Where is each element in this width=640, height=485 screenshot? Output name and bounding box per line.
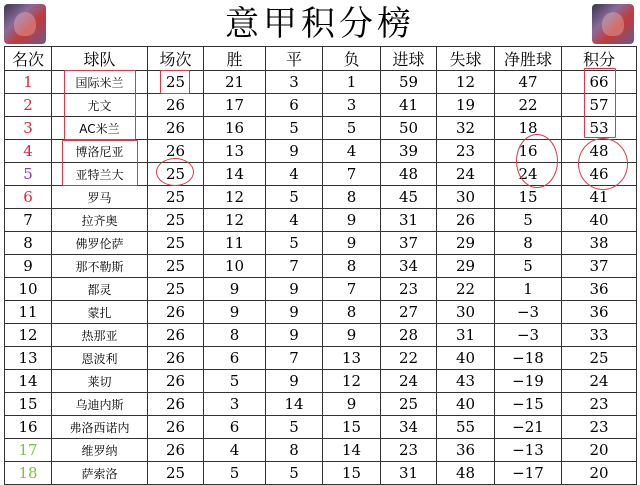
cell-losses: 9 [323, 209, 381, 232]
cell-draws: 9 [266, 278, 323, 301]
cell-goal-diff: −3 [495, 324, 562, 347]
cell-wins: 8 [204, 324, 266, 347]
cell-losses: 9 [323, 324, 381, 347]
cell-goal-diff: 8 [495, 232, 562, 255]
cell-goals-for: 31 [381, 462, 437, 485]
cell-team: 尤文 [52, 94, 148, 117]
table-row [5, 393, 637, 416]
cell-rank: 3 [5, 117, 52, 140]
cell-goals-for: 39 [381, 140, 437, 163]
cell-team: 博洛尼亚 [52, 140, 148, 163]
cell-goals-for: 50 [381, 117, 437, 140]
cell-points: 33 [562, 324, 637, 347]
cell-goals-for: 45 [381, 186, 437, 209]
cell-points: 23 [562, 393, 637, 416]
cell-goal-diff: 5 [495, 255, 562, 278]
cell-goals-for: 41 [381, 94, 437, 117]
cell-losses: 8 [323, 186, 381, 209]
table-row [5, 255, 637, 278]
cell-wins: 17 [204, 94, 266, 117]
cell-goal-diff: 18 [495, 117, 562, 140]
cell-draws: 3 [266, 71, 323, 94]
cell-losses: 9 [323, 393, 381, 416]
cell-losses: 1 [323, 71, 381, 94]
cell-draws: 8 [266, 439, 323, 462]
cell-goals-for: 24 [381, 370, 437, 393]
cell-draws: 9 [266, 370, 323, 393]
cell-draws: 4 [266, 163, 323, 186]
cell-goals-against: 24 [437, 163, 495, 186]
cell-rank: 18 [5, 462, 52, 485]
cell-draws: 6 [266, 94, 323, 117]
table-row [5, 186, 637, 209]
header-goals-against: 失球 [437, 47, 495, 71]
cell-rank: 15 [5, 393, 52, 416]
cell-goal-diff: −18 [495, 347, 562, 370]
cell-wins: 6 [204, 416, 266, 439]
cell-draws: 7 [266, 255, 323, 278]
cell-goals-for: 23 [381, 278, 437, 301]
cell-goals-against: 19 [437, 94, 495, 117]
cell-rank: 9 [5, 255, 52, 278]
cell-played: 26 [148, 347, 204, 370]
cell-team: 亚特兰大 [52, 163, 148, 186]
cell-goals-for: 48 [381, 163, 437, 186]
cell-losses: 7 [323, 278, 381, 301]
cell-losses: 13 [323, 347, 381, 370]
table-row [5, 140, 637, 163]
cell-goals-against: 32 [437, 117, 495, 140]
club-logo-right [592, 4, 634, 44]
cell-losses: 15 [323, 416, 381, 439]
cell-rank: 7 [5, 209, 52, 232]
cell-goals-for: 22 [381, 347, 437, 370]
cell-rank: 8 [5, 232, 52, 255]
cell-points: 53 [562, 117, 637, 140]
cell-played: 25 [148, 255, 204, 278]
cell-team: 都灵 [52, 278, 148, 301]
cell-team: 恩波利 [52, 347, 148, 370]
cell-rank: 17 [5, 439, 52, 462]
cell-goal-diff: 16 [495, 140, 562, 163]
header-wins: 胜 [204, 47, 266, 71]
cell-goals-against: 26 [437, 209, 495, 232]
cell-losses: 5 [323, 117, 381, 140]
table-row [5, 232, 637, 255]
cell-goals-for: 34 [381, 255, 437, 278]
cell-goals-against: 23 [437, 140, 495, 163]
cell-points: 40 [562, 209, 637, 232]
cell-draws: 9 [266, 324, 323, 347]
cell-points: 66 [562, 71, 637, 94]
header-points: 积分 [562, 47, 637, 71]
cell-draws: 14 [266, 393, 323, 416]
cell-draws: 5 [266, 462, 323, 485]
cell-goals-against: 43 [437, 370, 495, 393]
header-goals-for: 进球 [381, 47, 437, 71]
cell-wins: 9 [204, 278, 266, 301]
header-draws: 平 [266, 47, 323, 71]
table-row [5, 94, 637, 117]
cell-rank: 6 [5, 186, 52, 209]
cell-goal-diff: −3 [495, 301, 562, 324]
cell-team: 维罗纳 [52, 439, 148, 462]
cell-points: 57 [562, 94, 637, 117]
cell-goals-against: 40 [437, 393, 495, 416]
cell-goals-for: 25 [381, 393, 437, 416]
cell-goals-for: 34 [381, 416, 437, 439]
cell-goal-diff: 1 [495, 278, 562, 301]
table-row [5, 439, 637, 462]
cell-rank: 1 [5, 71, 52, 94]
cell-goal-diff: 5 [495, 209, 562, 232]
cell-rank: 11 [5, 301, 52, 324]
cell-draws: 9 [266, 140, 323, 163]
cell-played: 26 [148, 301, 204, 324]
cell-played: 26 [148, 117, 204, 140]
cell-draws: 9 [266, 301, 323, 324]
cell-played: 25 [148, 163, 204, 186]
page-title: 意甲积分榜 [225, 4, 415, 44]
cell-wins: 5 [204, 462, 266, 485]
cell-played: 25 [148, 232, 204, 255]
cell-team: 那不勒斯 [52, 255, 148, 278]
table-row [5, 117, 637, 140]
cell-goals-against: 29 [437, 255, 495, 278]
cell-played: 26 [148, 140, 204, 163]
cell-losses: 9 [323, 232, 381, 255]
cell-team: 热那亚 [52, 324, 148, 347]
cell-wins: 4 [204, 439, 266, 462]
cell-goal-diff: −21 [495, 416, 562, 439]
cell-played: 25 [148, 209, 204, 232]
cell-goal-diff: −15 [495, 393, 562, 416]
cell-points: 38 [562, 232, 637, 255]
cell-team: 罗马 [52, 186, 148, 209]
cell-losses: 4 [323, 140, 381, 163]
cell-goals-against: 30 [437, 186, 495, 209]
cell-goals-against: 30 [437, 301, 495, 324]
cell-draws: 5 [266, 186, 323, 209]
cell-wins: 3 [204, 393, 266, 416]
cell-goal-diff: −13 [495, 439, 562, 462]
cell-team: 弗洛西诺内 [52, 416, 148, 439]
cell-goals-against: 22 [437, 278, 495, 301]
cell-draws: 5 [266, 117, 323, 140]
table-row [5, 209, 637, 232]
cell-points: 24 [562, 370, 637, 393]
table-row [5, 301, 637, 324]
cell-points: 41 [562, 186, 637, 209]
cell-rank: 4 [5, 140, 52, 163]
cell-played: 26 [148, 324, 204, 347]
cell-goals-for: 31 [381, 209, 437, 232]
cell-goals-for: 27 [381, 301, 437, 324]
cell-played: 25 [148, 278, 204, 301]
cell-goals-for: 59 [381, 71, 437, 94]
header-played: 场次 [148, 47, 204, 71]
cell-goals-against: 40 [437, 347, 495, 370]
cell-wins: 13 [204, 140, 266, 163]
table-row [5, 278, 637, 301]
cell-goals-against: 31 [437, 324, 495, 347]
cell-wins: 21 [204, 71, 266, 94]
cell-wins: 12 [204, 209, 266, 232]
cell-rank: 10 [5, 278, 52, 301]
cell-goals-against: 29 [437, 232, 495, 255]
cell-goal-diff: 15 [495, 186, 562, 209]
cell-wins: 14 [204, 163, 266, 186]
cell-played: 26 [148, 393, 204, 416]
cell-team: 蒙扎 [52, 301, 148, 324]
cell-wins: 5 [204, 370, 266, 393]
cell-goals-against: 48 [437, 462, 495, 485]
cell-goals-for: 37 [381, 232, 437, 255]
cell-losses: 7 [323, 163, 381, 186]
cell-losses: 8 [323, 255, 381, 278]
cell-team: 莱切 [52, 370, 148, 393]
header-rank: 名次 [5, 47, 52, 71]
header-losses: 负 [323, 47, 381, 71]
cell-team: 拉齐奥 [52, 209, 148, 232]
cell-losses: 12 [323, 370, 381, 393]
cell-played: 26 [148, 370, 204, 393]
cell-rank: 14 [5, 370, 52, 393]
cell-points: 48 [562, 140, 637, 163]
header-team: 球队 [52, 47, 148, 71]
table-row [5, 324, 637, 347]
cell-wins: 16 [204, 117, 266, 140]
cell-rank: 16 [5, 416, 52, 439]
cell-points: 36 [562, 301, 637, 324]
header-goal-diff: 净胜球 [495, 47, 562, 71]
table-row [5, 416, 637, 439]
cell-played: 25 [148, 462, 204, 485]
cell-points: 23 [562, 416, 637, 439]
cell-goal-diff: 22 [495, 94, 562, 117]
cell-goal-diff: −19 [495, 370, 562, 393]
cell-losses: 14 [323, 439, 381, 462]
cell-points: 46 [562, 163, 637, 186]
cell-points: 25 [562, 347, 637, 370]
cell-draws: 5 [266, 232, 323, 255]
cell-goal-diff: −17 [495, 462, 562, 485]
cell-rank: 13 [5, 347, 52, 370]
standings-table [4, 46, 637, 485]
cell-losses: 3 [323, 94, 381, 117]
table-row [5, 71, 637, 94]
cell-goals-for: 23 [381, 439, 437, 462]
cell-goal-diff: 47 [495, 71, 562, 94]
table-row [5, 462, 637, 485]
cell-draws: 5 [266, 416, 323, 439]
cell-rank: 5 [5, 163, 52, 186]
cell-losses: 15 [323, 462, 381, 485]
cell-team: 乌迪内斯 [52, 393, 148, 416]
cell-losses: 8 [323, 301, 381, 324]
cell-points: 37 [562, 255, 637, 278]
cell-played: 26 [148, 439, 204, 462]
table-row [5, 347, 637, 370]
cell-points: 36 [562, 278, 637, 301]
cell-played: 26 [148, 94, 204, 117]
cell-goals-against: 36 [437, 439, 495, 462]
cell-team: 萨索洛 [52, 462, 148, 485]
cell-team: 国际米兰 [52, 71, 148, 94]
cell-points: 20 [562, 462, 637, 485]
table-row [5, 163, 637, 186]
cell-played: 25 [148, 186, 204, 209]
cell-played: 26 [148, 416, 204, 439]
cell-draws: 4 [266, 209, 323, 232]
cell-points: 20 [562, 439, 637, 462]
cell-goals-against: 55 [437, 416, 495, 439]
cell-rank: 2 [5, 94, 52, 117]
cell-played: 25 [148, 71, 204, 94]
table-header-row [5, 47, 637, 71]
cell-rank: 12 [5, 324, 52, 347]
cell-goals-against: 12 [437, 71, 495, 94]
cell-wins: 11 [204, 232, 266, 255]
cell-team: 佛罗伦萨 [52, 232, 148, 255]
cell-draws: 7 [266, 347, 323, 370]
cell-goals-for: 28 [381, 324, 437, 347]
cell-wins: 12 [204, 186, 266, 209]
cell-team: AC米兰 [52, 117, 148, 140]
cell-wins: 10 [204, 255, 266, 278]
cell-wins: 6 [204, 347, 266, 370]
table-row [5, 370, 637, 393]
cell-goal-diff: 24 [495, 163, 562, 186]
cell-wins: 9 [204, 301, 266, 324]
